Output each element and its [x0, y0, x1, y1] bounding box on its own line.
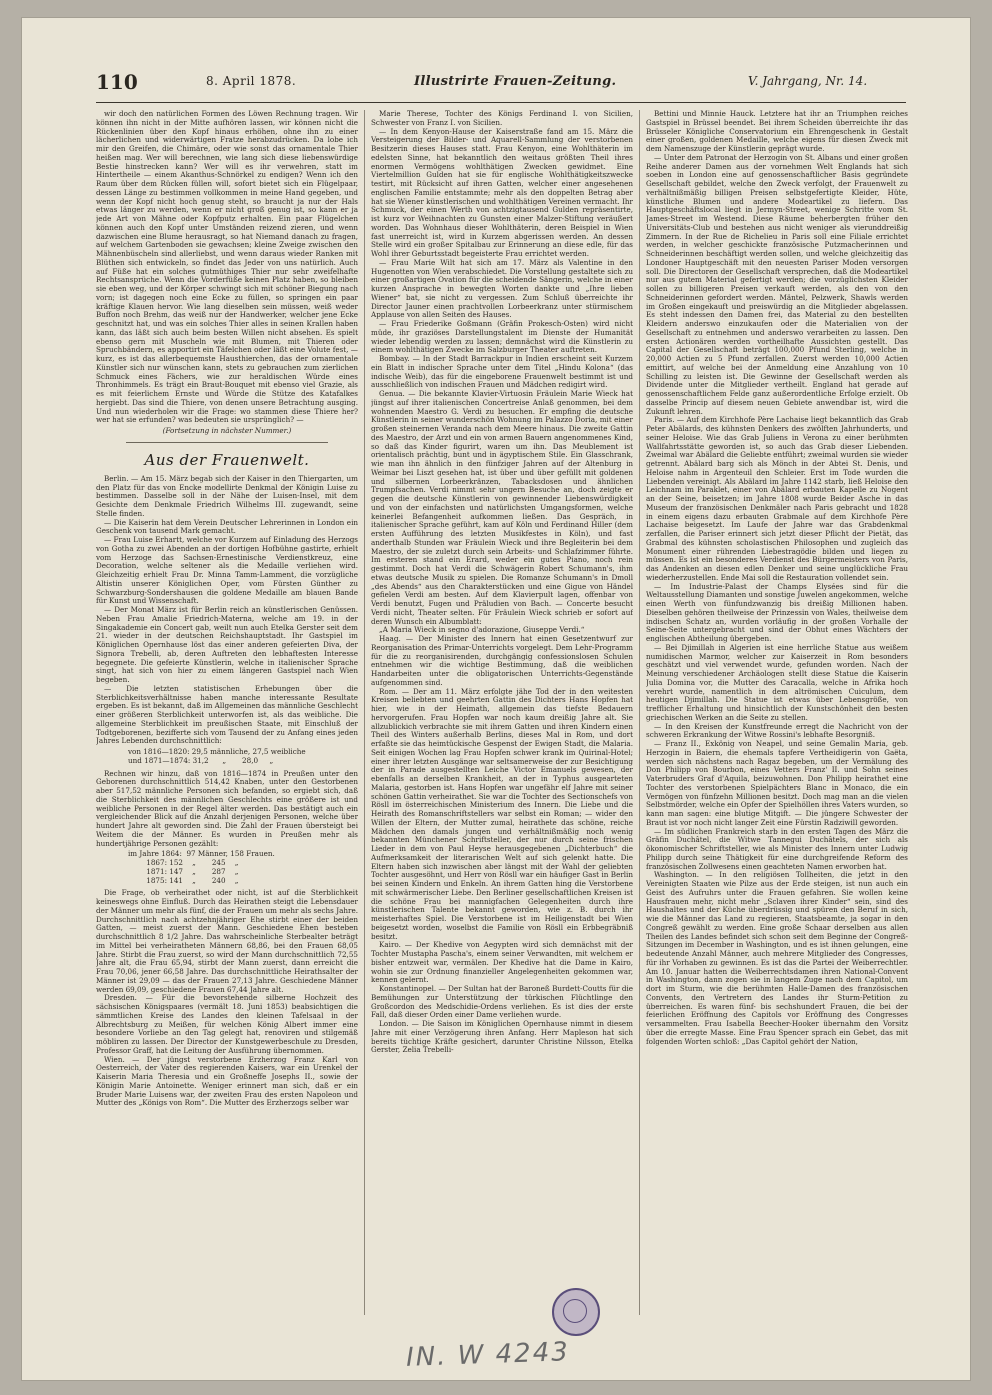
news-item: Marie Therese, Tochter des Königs Ferdinand I. von Sicilien, Schwester von Franz I. von Sicilien.	[371, 110, 633, 127]
news-item: — Frau Marie Wilt hat sich am 17. März als Valentine in den Hugenotten von Wien verabschiedet. Die Vorstellung gestaltete sich zu einer großartigen Ovation für die scheidende Sängerin, welche in einer kurzen Ansprache in bewegten Worten dankte und „Ihre lieben Wiener“ bat, sie nicht zu vergessen. Zum Schluß überreichte ihr Director Jauner einen prachtvollen Lorbeerkranz unter stürmischem Applause von allen Seiten des Hauses.	[371, 257, 633, 320]
page-number: 110	[96, 70, 138, 94]
news-item: — Im Industrie-Palast der Champs Elysées sind für die Weltausstellung Diamanten und sonstige Juwelen angekommen, welche einen Werth von fünfundzwanzig bis dreißig Millionen haben. Dieselben gehören theilweise der Prinzessin von Wales, theilweise dem indischen Schatz an, wurden vorläufig in der großen Vorhalle der Seine-Seite untergebracht und sind der Obhut eines Wächters der englischen Abtheilung übergeben.	[646, 581, 908, 643]
news-item: — Die letzten statistischen Erhebungen über die Sterblichkeitsverhältnisse haben manche interessante Resultate ergeben. Es ist bekannt, daß im Allgemeinen das männliche Geschlecht einer größeren Sterblichkeit unterworfen ist, als das weibliche. Die allgemeine Sterblichkeit im preußischen Staate, mit Einschluß der Todtgeborenen, bezifferte sich vom Tausend der zu Anfang eines jeden Jahres Lebenden durchschnittlich:	[96, 683, 358, 746]
news-item: Dresden. — Für die bevorstehende silberne Hochzeit des sächsischen Königspaares (vermält 18. Juni 1853) beabsichtigen die sämmtlichen Kreise des Landes den kleinen Tafelsaal in der Albrechtsburg zu Meißen, für welchen König Albert immer eine besondere Vorliebe an den Tag gelegt hat, renoviren und stilgemäß möbliren zu lassen. Der Director der Kunstgewerbeschule zu Dresden, Professor Graff, hat die Leitung der Ausführung übernommen.	[96, 993, 358, 1055]
stat-line: im Jahre 1864: 97 Männer, 158 Frauen.	[128, 849, 275, 859]
page-header	[96, 70, 906, 104]
news-item: — Frau Luise Erhartt, welche vor Kurzem auf Einladung des Herzogs von Gotha zu zwei Abenden an der dortigen Hofbühne gastirte, erhielt vom Herzoge das Sachsen-Ernestinische Verdienstkreuz, eine Decoration, welche seltener als die Medaille verliehen wird. Gleichzeitig erhielt Frau Dr. Minna Tamm-Lamment, die vorzügliche Altistin unserer Königlichen Oper, vom Fürsten Günther zu Schwarzburg-Sondershausen die goldene Medaille am blauen Bande für Kunst und Wissenschaft.	[96, 535, 358, 606]
column-1	[96, 110, 358, 1315]
news-item: — Franz II., Exkönig von Neapel, und seine Gemalin Maria, geb. Herzogin in Baiern, die ehemals tapfere Vertheidigerin von Gaëta, werden sich nächstens nach Ragaz begeben, um der Vermälung des Don Philipp von Bourbon, eines Vetters Franz' II. und Sohn seines Vaterbruders Graf d'Aquila, beizuwohnen. Don Philipp heirathet eine Tochter des verstorbenen Spielpächters Blanc in Monaco, die ein Vermögen von fünfzehn Millionen besitzt. Doch mag man an die vielen Selbstmörder, welche ein Opfer der Spielhöllen ihres Vaters wurden, so kann man sagen: eine blutige Mitgift. — Die jüngere Schwester der Braut ist vor noch nicht langer Zeit eine Fürstin Radziwill geworden.	[646, 739, 908, 827]
stat-line: 1871: 147 „ 287 „	[128, 866, 239, 876]
news-item: — Die Kaiserin hat dem Verein Deutscher Lehrerinnen in London ein Geschenk von tausend Mark gemacht.	[96, 517, 358, 536]
news-item: Konstantinopel. — Der Sultan hat der Baroneß Burdett-Coutts für die Bemühungen zur Unterstützung der türkischen Flüchtlinge den Großcordon des Medschidie-Ordens verliehen. Es ist dies der erste Fall, daß dieser Orden einer Dame verliehen wurde.	[371, 984, 633, 1020]
news-item: — Unter dem Patronat der Herzogin von St. Albans und einer großen Reihe anderer Damen aus der vornehmen Welt Englands hat sich soeben in London eine auf genossenschaftlicher Basis gegründete Gesellschaft gebildet, welche den Zweck verfolgt, der Frauenwelt zu verhältnißmäßig billigen Preisen selbstgefertigte Kleider, Hüte, künstliche Blumen und andere Modeartikel zu liefern. Das Hauptgeschäftslocal liegt in Jermyn-Street, wenige Schritte vom St. James-Street im Westend. Diese Räume beherbergten früher den Universitäts-Club und bestehen aus nicht weniger als vierunddreißig Zimmern. In der Rue de Richelieu in Paris soll eine Filiale errichtet werden, in welcher geschickte französische Putzmacherinnen und Schneiderinnen beschäftigt werden sollen, und welche gleichzeitig das Londoner Hauptgeschäft mit den neuesten Pariser Moden versorgen soll. Die Directoren der Gesellschaft versprechen, daß die Modeartikel nur aus gutem Material gefertigt werden; die vorzüglichsten Kleider sollen zu billigeren Preisen verkauft werden, als den von den Schneiderinnen gefordert werden. Mäntel, Pelzwerk, Shawls werden im Großen eingekauft und preiswürdig an die Mitglieder abgelassen. Es steht indessen den Damen frei, das Material zu den bestellten Kleidern anderswo einzukaufen oder die Materialien von der Gesellschaft zu entnehmen und anderswo verarbeiten zu lassen. Den ersten Actionären werden vortheilhafte Aussichten gestellt. Das Capital der Gesellschaft beträgt 100,000 Pfund Sterling, welche in 20,000 Actien zu 5 Pfund zerfallen. Zuerst werden 10,000 Actien emittirt, auf welche bei der Anmeldung eine Anzahlung von 10 Schilling zu leisten ist. Die Gewinne der Gesellschaft werden als Dividende unter die Mitglieder vertheilt. England hat gerade auf genossenschaftlichem Felde ganz außerordentliche Erfolge erzielt. Ob dasselbe Princip auf diesem neuen Gebiete anwendbar ist, wird die Zukunft lehren.	[646, 152, 908, 416]
stat-line: 1867: 152 „ 245 „	[128, 858, 239, 867]
text-columns	[96, 110, 908, 1315]
news-item: — Im südlichen Frankreich starb in den ersten Tagen des März die Gräfin Duchâtel, die Witwe Tannegui Duchâtels, der sich als ökonomischer Schriftsteller, wie als Minister des Innern unter Ludwig Philipp durch seine Thätigkeit für eine durchgreifende Reform des französischen Zollwesens einen geachteten Namen erworben hat.	[646, 826, 908, 871]
article-paragraph: wir doch den natürlichen Formen des Löwen Rechnung tragen. Wir können ihn nicht in der Mitte aufhören lassen, wir können nicht die Rückenlinien über den Kopf hinaus erhöhen, ohne ihn zu einer lächerlichen und widerwärtigen Fratze herabzudrücken. Da lobe ich mir den Greifen, die Chimäre, oder wie sonst das ornamentale Thier heißen mag. Wer will berechnen, wie lang sich diese liebenswürdige Bestie hinstrecken kann? Wer will es ihr verwehren, statt im Hintertheile — einem Akanthus-Schnörkel zu endigen? Wenn ich den Raum über dem Rücken füllen will, sofort bietet sich ein Flügelpaar, dessen Länge zu bestimmen vollkommen in meine Hand gegeben, und wenn der Kopf nicht hoch genug steht, so braucht ja nur der Hals etwas länger zu werden, wenn er nicht groß genug ist, so kann er ja jede Art von Mähne oder Kopfputz erhalten. Ein paar Flügelchen können auch den Kopf unter Umständen reizend zieren, und wenn dazwischen eine Blume herausragt, so hat Niemand danach zu fragen, auf welchem Gartenboden sie gewachsen; kleine Zweige zwischen den Mähnenbüscheln sind allerliebst, und wenn daraus wieder Ranken mit Blüthen sich entwickeln, so findet das Jeder von uns natürlich. Auch auf Füße hat ein solches gutmüthiges Thier nur sehr zweifelhafte Rechtsansprüche. Wenn die Vorderfüße keinen Platz haben, so bleiben sie eben weg, und der Körper schwingt sich mit schöner Biegung nach vorn; ist dagegen noch eine Ecke zu füllen, so springen ein paar kräftige Klauen hervor. Wie lang dieselben sein müssen, weiß weder Buffon noch Brehm, das weiß nur der Handwerker, welcher jene Ecke geschnitzt hat, und was ein solches Thier alles in seinen Krallen haben kann, das läßt sich auch beim besten Willen nicht absehen. Es spielt ebenso gern mit Muscheln wie mit Blumen, mit Thieren oder Spruchbändern, es apportirt ein Täfelchen oder läßt eine Volute fest, — kurz, es ist das allerbequemste Hausthierchen, das der ornamentale Künstler sich nur wünschen kann, stets zu gebrauchen zum zierlichen Schmuck eines Fächers, wie zur heraldischen Würde eines Thronhimmels. Es trägt ein Braut-Bouquet mit ebenso viel Grazie, als es mit feierlichem Ernste und Würde die Stütze des Katafalkes hergiebt. Das sind die Thiere, von denen unsere Betrachtung ausging. Und nun wiederholen wir die Frage: wo stammen diese Thiere her? wer hat sie erfunden? was bedeuten sie ursprünglich? —	[96, 110, 358, 425]
section-divider	[126, 442, 328, 443]
column-separator	[639, 110, 640, 1315]
news-item: Haag. — Der Minister des Innern hat einen Gesetzentwurf zur Reorganisation des Primar-Unterrichts vorgelegt. Dem Lehr-Programm für die zu reorganisirenden, durchgängig confessionslosen Schulen entnehmen wir die wichtige Bestimmung, daß die weiblichen Handarbeiten unter die obligatorischen Unterrichts-Gegenstände aufgenommen sind.	[371, 634, 633, 687]
centenarian-stats	[128, 850, 358, 885]
issue-date: 8. April 1878.	[206, 74, 297, 88]
news-item: London. — Die Saison im Königlichen Opernhause nimmt in diesem Jahre mit einer Verzögerung ihren Anfang. Herr Mapleson hat sich bereits tüchtige Kräfte gesichert, darunter Christine Nilsson, Etelka Gerster, Zelia Trebelli-	[371, 1019, 633, 1055]
news-item: Washington. — In den religiösen Tollheiten, die jetzt in den Vereinigten Staaten wie Pilze aus der Erde steigen, ist nun auch ein Geist des Aufruhrs unter die Frauen gefahren. Sie wollen keine Hausfrauen mehr, nicht mehr „Sclaven ihrer Kinder“ sein, sind des Haushaltes und der Küche überdrüssig und spüren den Beruf in sich, wie die Männer das Land zu regieren, Staatsbeamte, ja sogar in den Congreß gewählt zu werden. Eine große Schaar derselben aus allen Theilen des Landes befindet sich schon seit dem Beginne der Congreß-Sitzungen im December in Washington, und es ist ihnen gelungen, eine bedeutende Anzahl Männer, auch mehrere Mitglieder des Congresses, für ihr Vorhaben zu gewinnen. Es ist das die Partei der Weiberrechtler. Am 10. Januar hatten die Weiberrechtsdamen ihren National-Convent in Washington, dann zogen sie in langem Zuge nach dem Capitol, um dort im Sturm, wie die berühmten Halle-Damen des französischen Convents, den Vertretern des Landes ihr Sturm-Petition zu überreichen. Es waren fünf- bis sechshundert Frauen, die bei der feierlichen Eröffnung des Capitols vor Eröffnung des Congresses versammelten. Frau Isabella Beecher-Hooker übernahm den Vorsitz über die erregte Masse. Eine Frau Spencer sprach ein Gebet, das mit folgenden Worten schloß: „Das Capitol gehört der Nation,	[646, 870, 908, 1046]
news-item: Rom. — Der am 11. März erfolgte jähe Tod der in den weitesten Kreisen beliebten und geehrten Gattin des Dichters Hans Hopfen hat hier, wie in der Heimath, allgemein das tiefste Bedauern hervorgerufen. Frau Hopfen war noch kaum dreißig Jahre alt. Sie allzublickich verbrachte sie mit ihrem Gatten und ihren Kindern einen Theil des Winters außerhalb Berlins, dieses Mal in Rom, und dort erfaßte sie das heimtückische Gespenst der Ewigen Stadt, die Malaria. Seit einigen Wochen lag Frau Hopfen schwer krank im Quirinal-Hotel; einer ihrer letzten Ausgänge war seltsamerweise der zur Besichtigung der in Parade ausgestellten Leiche Victor Emanuels gewesen, der ebenfalls an derselben Krankheit, an der in Typhus ausgearteten Malaria, gestorben ist. Hans Hopfen war ungefähr elf Jahre mit seiner schönen Gattin verheirathet. Sie war die Tochter des Sectionschefs von Rösll im österreichischen Ministerium des Innern. Die Liebe und die Heirath des Romanschriftstellers war selbst ein Roman; — wider den Willen der Eltern, der Mutter zumal, heirathete das schöne, reiche Mädchen den damals jungen und verhältnißmäßig noch wenig bekannten Münchener Schriftsteller, der nur durch seine frischen Lieder in dem von Paul Heyse herausgegebenen „Dichterbuch“ die Aufmerksamkeit der literarischen Welt auf sich gelenkt hatte. Die Eltern haben sich inzwischen aber längst mit der Wahl der geliebten Tochter ausgesöhnt, und Herr von Rösll war ein häufiger Gast in Berlin bei seinen Kindern und Enkeln. An ihrem Gatten hing die Verstorbene mit schwärmerischer Liebe. Den Berliner gesellschaftlichen Kreisen ist die schöne Frau bei mannigfachen Gelegenheiten durch ihre künstlerischen Talente bekannt geworden, wie z. B. durch ihr meisterhaftes Spiel. Die Verstorbene ist im Heiligenstadt bei Wien beigesetzt worden, woselbst die Familie von Rösll ein Erbbegräbniß besitzt.	[371, 686, 633, 941]
stat-line: von 1816—1820: 29,5 männliche, 27,5 weibliche	[128, 747, 306, 756]
news-item: Paris. — Auf dem Kirchhofe Père Lachaise liegt bekanntlich das Grab Peter Abälards, des kühnsten Denkers des zwölften Jahrhunderts, und seiner Heloise. Wie das Grab Juliens in Verona zu einer berühmten Wallfahrtsstätte geworden ist, so auch das Grab dieser Liebenden. Zweimal war Abälard die Geliebte entführt; zweimal wurden sie wieder getrennt. Abälard barg sich als Mönch in der Abtei St. Denis, und Heloise nahm in Argenteuil den Schleier. Erst im Tode wurden die Liebenden vereinigt. Als Abälard im Jahre 1142 starb, ließ Heloise den Leichnam im Paraklet, einer von Abälard erbauten Kapelle zu Nogent an der Seine, beisetzen; im Jahre 1808 wurde Beider Asche in das Museum der französischen Denkmäler nach Paris gebracht und 1828 in einem eigens dazu erbauten Grabmale auf dem Kirchhofe Père Lachaise beigesetzt. Im Laufe der Jahre war das Grabdenkmal zerfallen, die Pariser erinnert sich jetzt dieser Pflicht der Pietät, das Grabmal des kühnsten scholastischen Philosophen und zugleich das Monument einer rührenden Liebestragödie bilden und liegen zu müssen. Es ist ein besonderes Verdienst des Bürgermeisters von Paris, das Andenken an diesen edlen Denker und seine unglückliche Frau wiederherzustellen. Ende Mai soll die Restauration vollendet sein.	[646, 415, 908, 582]
stat-line: 1875: 141 „ 240 „	[128, 875, 239, 885]
column-3	[646, 110, 908, 1315]
news-item: — Der Monat März ist für Berlin reich an künstlerischen Genüssen. Neben Frau Amalie Friedrich-Materna, welche am 19. in der Singakademie ein Concert gab, weilt nun auch Etelka Gerster seit dem 21. wieder in der deutschen Reichshauptstadt. Ihr Gastspiel im Königlichen Opernhause löst das einer anderen gefeierten Diva, der Signora Trebelli, ab, deren Auftreten den lebhaftesten Interesse begegnete. Die gefeierte Künstlerin, welche in italienischer Sprache singt, hat sich von hier zu einem längeren Gastspiel nach Wien begeben.	[96, 605, 358, 684]
news-item: Rechnen wir hinzu, daß von 1816—1874 in Preußen unter den Geborenen durchschnittlich 514,42 Knaben, unter den Gestorbenen aber 517,52 männliche Personen sich befanden, so ergiebt sich, daß die Sterblichkeit des männlichen Geschlechts eine größere ist und weibliche Personen in der Regel älter werden. Das bestätigt auch ein vergleichender Blick auf die Anzahl derjenigen Personen, welche über hundert Jahre alt geworden sind. Die Zahl der Frauen übersteigt bei Weitem die der Männer. Es wurden in Preußen mehr als hundertjährige Personen gezählt:	[96, 768, 358, 848]
news-item: — In dem Kenyon-Hause der Kaiserstraße fand am 15. März die Versteigerung der Bilder- und Aquarell-Sammlung der verstorbenen Besitzerin dieses Hauses statt. Frau Kenyon, eine Wohlthäterin im edelsten Sinne, hat bekanntlich den weitaus größten Theil ihres enormen Vermögens wohlthätigen Zwecken gewidmet. Eine Viertelmillion Gulden hat sie für englische Wohlthätigkeitszwecke testirt, mit Rücksicht auf ihren Gatten, welcher einer angesehenen englischen Familie entstammte; mehr als den doppelten Betrag aber hat sie Wiener künstlerischen und wohlthätigen Vereinen vermacht. Ihr Schmuck, der einen Werth von achtzigtausend Gulden repräsentirte, ist kurz vor Weihnachten zu Gunsten einer Malzer-Stiftung veräußert worden. Das Wohnhaus dieser Wohlthäterin, deren Beispiel in Wien fast unerreicht ist, wird in Kurzem abgerissen werden. An dessen Stelle wird ein großer Spitalbau zur Erinnerung an diese edle, für das Wohl ihrer Geburtsstadt begeisterte Frau errichtet werden.	[371, 126, 633, 258]
news-item: Bombay. — In der Stadt Barrackpur in Indien erscheint seit Kurzem ein Blatt in indischer Sprache unter dem Titel „Hindu Kolona“ (das indische Weib), das für die eingeborene Frauenwelt bestimmt ist und ausschließlich von indischen Frauen und Mädchen redigirt wird.	[371, 354, 633, 390]
header-rule	[96, 102, 906, 103]
column-2	[371, 110, 633, 1315]
news-item: — Bei Djimillah in Algerien ist eine herrliche Statue aus weißem numidischen Marmor, welcher zur Kaiserzeit in Rom besonders geschätzt und viel verwendet wurde, gefunden worden. Nach der Meinung verschiedener Archäologen stellt diese Statue die Kaiserin Julia Domina vor, die Mutter des Caracalla, welche in Afrika hoch verehrt wurde, namentlich in dem altrömischen Cuiculum, dem heutigen Djimillah. Die Statue ist etwas über Lebensgröße, von trefflicher Erhaltung und hinsichtlich der Kunstschönheit den besten griechischen Werken an die Seite zu stellen.	[646, 642, 908, 722]
handwritten-shelfmark: IN. W 4243	[405, 1337, 571, 1373]
volume-info: V. Jahrgang, Nr. 14.	[748, 74, 868, 88]
news-item: — Frau Friederike Goßmann (Gräfin Prokesch-Osten) wird nicht müde, ihr graziöses Darstellungstalent im Dienste der Humanität wieder lebendig werden zu lassen; demnächst wird die Künstlerin zu einem wohlthätigen Zwecke im Salzburger Theater auftreten.	[371, 319, 633, 355]
mortality-stats	[128, 748, 358, 766]
news-item: Genua. — Die bekannte Klavier-Virtuosin Fräulein Marie Wieck hat jüngst auf ihrer italienischen Concertreise Anlaß genommen, bei dem wohnenden Maestro G. Verdi zu besuchen. Er empfing die deutsche Künstlerin in seiner wunderschön Wohnung im Palazzo Doria, mit einer großen steinernen Veranda nach dem Meere hinaus. Die zweite Gattin des Maestro, der Arzt und ein von armen Bauern angenommenes Kind, so daß das Kinder figurirt, waren um ihn. Das Meublement ist orientalisch prächtig, bunt und in ägyptischem Stile. Ein Glasschrank, wie man ihn ähnlich in den fünfziger Jahren auf der Altenburg in Weimar bei Liszt gesehen hat, ist über und über gefüllt mit goldenen und silbernen Lorbeerkränzen, Tabacksdosen und ähnlichen Trumpfsachen. Verdi nimmt sehr ungern Besuche an, doch zeigte er gegen die deutsche Künstlerin von gewinnender Liebenswürdigkeit und von der einfachsten und natürlichsten Umgangsformen, welche keinerlei Befangenheit aufkommen ließen. Das Gespräch, in italienischer Sprache geführt, kam auf Köln und Ferdinand Hiller (dem ersten Aufführung des letzten Musikfestes in Köln), und fast anderthalb Stunden war Fräulein Wieck und ihre Begleiterin bei dem Maestro, der sie zuletzt durch sein Arbeits- und Schlafzimmer führte. Im ersteren stand ein Erard, weder ein gutes Piano, noch rein gestimmt. Doch hat Verdi die Schwägerin Robert Schumann's, ihm etwas deutsche Musik zu spielen. Die Romanze Schumann's in Dmoll „des Abends“ aus den Charakterstücken und eine Gigue von Händel gefielen Verdi am besten. Auf dem Klavierpult lagen, offenbar von Verdi benutzt, Fugen und Präludien von Bach. — Concerte besucht Verdi nicht, Theater selten. Für Fräulein Wieck schrieb er sofort auf deren Wunsch ein Albumblatt:	[371, 389, 633, 626]
news-item: Berlin. — Am 15. März begab sich der Kaiser in den Thiergarten, um den Platz für das von Encke modellirte Denkmal der Königin Luise zu bestimmen. Dasselbe soll in der Nähe der Luisen-Insel, mit dem Gesichte dem Denkmale Friedrich Wilhelms III. zugewandt, seine Stelle finden.	[96, 473, 358, 518]
news-item: Wien. — Der jüngst verstorbene Erzherzog Franz Karl von Oesterreich, der Vater des regierenden Kaisers, war ein Urenkel der Kaiserin Maria Theresia und ein Großneffe Josephs II., sowie der Königin Marie Antoinette. Weniger erinnert man sich, daß er ein Bruder Marie Luisens war, der zweiten Frau des ersten Napoleon und Mutter des „Königs von Rom“. Die Mutter des Erzherzogs selber war	[96, 1054, 358, 1108]
continued-note: (Fortsetzung in nächster Nummer.)	[162, 426, 292, 435]
news-item: Bettini und Minnie Hauck. Letztere hat ihr an Triumphen reiches Gastspiel in Brüssel beendet. Bei ihrem Scheiden überreichte ihr das Brüsseler Königliche Conservatorium ein Ehrengeschenk in Gestalt einer großen, goldenen Medaille, welche eigens für diesen Zweck mit dem Namenszuge der Künstlerin geprägt wurde.	[646, 110, 908, 153]
library-stamp	[552, 1288, 600, 1336]
stat-line: und 1871—1874: 31,2 „ 28,0 „	[128, 755, 274, 765]
newspaper-page	[22, 18, 970, 1380]
news-item: — In den Kreisen der Kunstfreunde erregt die Nachricht von der schweren Erkrankung der Witwe Rossini's lebhafte Besorgniß.	[646, 721, 908, 740]
news-item: Die Frage, ob verheirathet oder nicht, ist auf die Sterblichkeit keineswegs ohne Einfluß. Durch das Heirathen steigt die Lebensdauer der Männer um mehr als fünf, die der Frauen um mehr als sechs Jahre. Durchschnittlich nach achtzehnjähriger Ehe stirbt einer der beiden Gatten, — meist zuerst der Mann. Geschiedene Ehen besteben durchschnittlich 8 1/2 Jahre. Das wahrscheinliche Sterbealter beträgt im Mittel bei verheiratheten Männern 68,86, bei den Frauen 68,05 Jahre. Stirbt die Frau zuerst, so wird der Mann durchschnittlich 72,55 Jahre alt, die Frau 65,94, stirbt der Mann zuerst, dann erreicht die Frau 70,06, jener 66,58 Jahre. Das durchschnittliche Heirathsalter der Männer ist 29,09 — das der Frauen 27,13 Jahre. Geschiedene Männer werden 69,09, geschiedene Frauen 67,44 Jahre alt.	[96, 888, 358, 994]
publication-title: Illustrirte Frauen-Zeitung.	[414, 74, 617, 89]
section-title: Aus der Frauenwelt.	[144, 450, 310, 469]
album-quote: „A Maria Wieck in segno d'adorazione, Giuseppe Verdi.“	[379, 625, 585, 635]
column-separator	[364, 110, 365, 1315]
news-item: Kairo. — Der Khedive von Aegypten wird sich demnächst mit der Tochter Mustapha Pascha's, einem seiner Verwandten, mit welchem er bisher entzweit war, vermälen. Der Khedive hat die Dame in Kairo, wohin sie zur Ordnung finanzieller Angelegenheiten gekommen war, kennen gelernt.	[371, 940, 633, 985]
